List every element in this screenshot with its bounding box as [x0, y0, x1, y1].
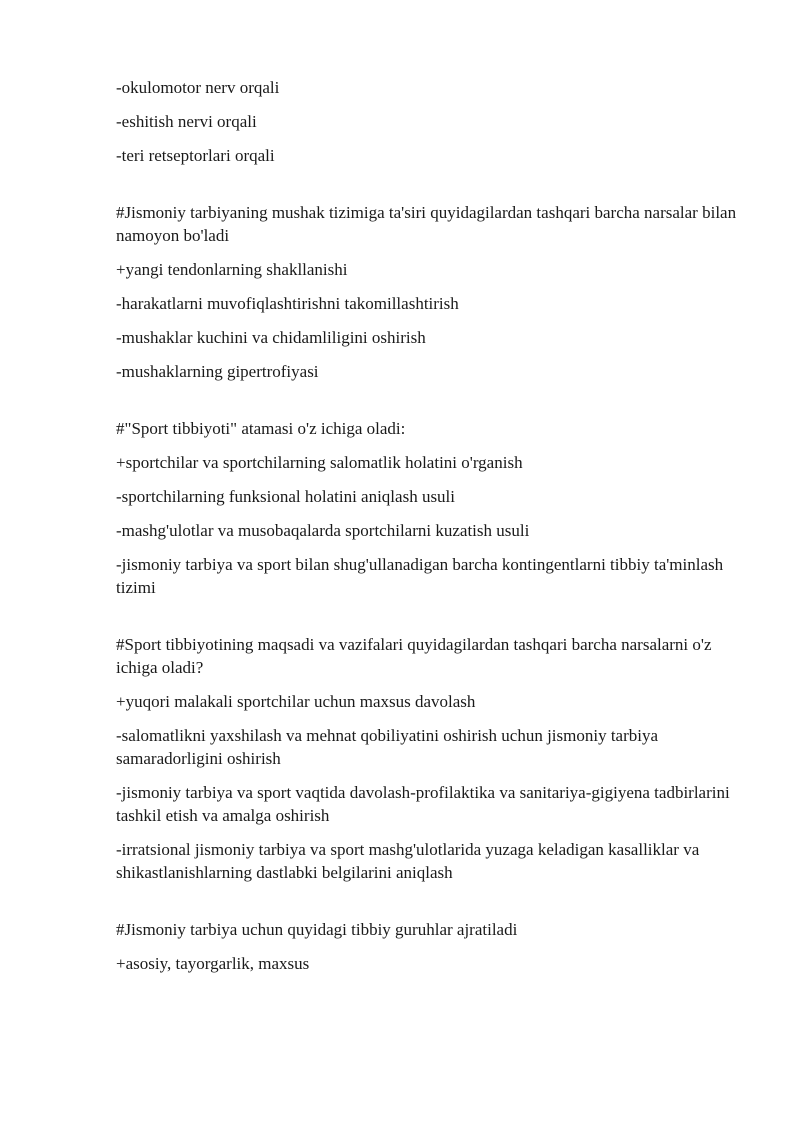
question-block: [116, 918, 756, 975]
correct-answer: +sportchilar va sportchilarning salomatlik holatini o'rganish: [116, 453, 523, 472]
question-text: #Jismoniy tarbiyaning mushak tizimiga ta'siri quyidagilardan tashqari barcha narsalar bilan namoyon bo'ladi: [116, 203, 737, 245]
answer-option: -mashg'ulotlar va musobaqalarda sportchilarni kuzatish usuli: [116, 521, 530, 540]
question-block: [116, 633, 756, 884]
question-text: #"Sport tibbiyoti" atamasi o'z ichiga oladi:: [116, 419, 406, 438]
correct-answer: +yuqori malakali sportchilar uchun maxsus davolash: [116, 692, 476, 711]
answer-option: -okulomotor nerv orqali: [116, 78, 280, 97]
answer-option: -jismoniy tarbiya va sport bilan shug'ullanadigan barcha kontingentlarni tibbiy ta'minlash tizimi: [116, 555, 724, 597]
question-block: [116, 417, 756, 599]
answer-option: -jismoniy tarbiya va sport vaqtida davolash-profilaktika va sanitariya-gigiyena tadbirlarini tashkil etish va amalga oshirish: [116, 783, 730, 825]
answer-option: -mushaklarning gipertrofiyasi: [116, 362, 319, 381]
answer-option: -eshitish nervi orqali: [116, 112, 257, 131]
answer-option: -salomatlikni yaxshilash va mehnat qobiliyatini oshirish uchun jismoniy tarbiya samaradorligini oshirish: [116, 726, 659, 768]
answer-option: -teri retseptorlari orqali: [116, 146, 275, 165]
correct-answer: +asosiy, tayorgarlik, maxsus: [116, 954, 310, 973]
document-page: [116, 76, 756, 986]
answer-option: -harakatlarni muvofiqlashtirishni takomillashtirish: [116, 294, 459, 313]
correct-answer: +yangi tendonlarning shakllanishi: [116, 260, 348, 279]
question-text: #Jismoniy tarbiya uchun quyidagi tibbiy guruhlar ajratiladi: [116, 920, 518, 939]
answer-options-block: [116, 76, 756, 167]
answer-option: -irratsional jismoniy tarbiya va sport mashg'ulotlarida yuzaga keladigan kasalliklar va shikastlanishlarning dastlabki belgilarini aniqlash: [116, 840, 700, 882]
answer-option: -sportchilarning funksional holatini aniqlash usuli: [116, 487, 456, 506]
answer-option: -mushaklar kuchini va chidamliligini oshirish: [116, 328, 426, 347]
question-block: [116, 201, 756, 383]
question-text: #Sport tibbiyotining maqsadi va vazifalari quyidagilardan tashqari barcha narsalarni o'z ichiga oladi?: [116, 635, 712, 677]
